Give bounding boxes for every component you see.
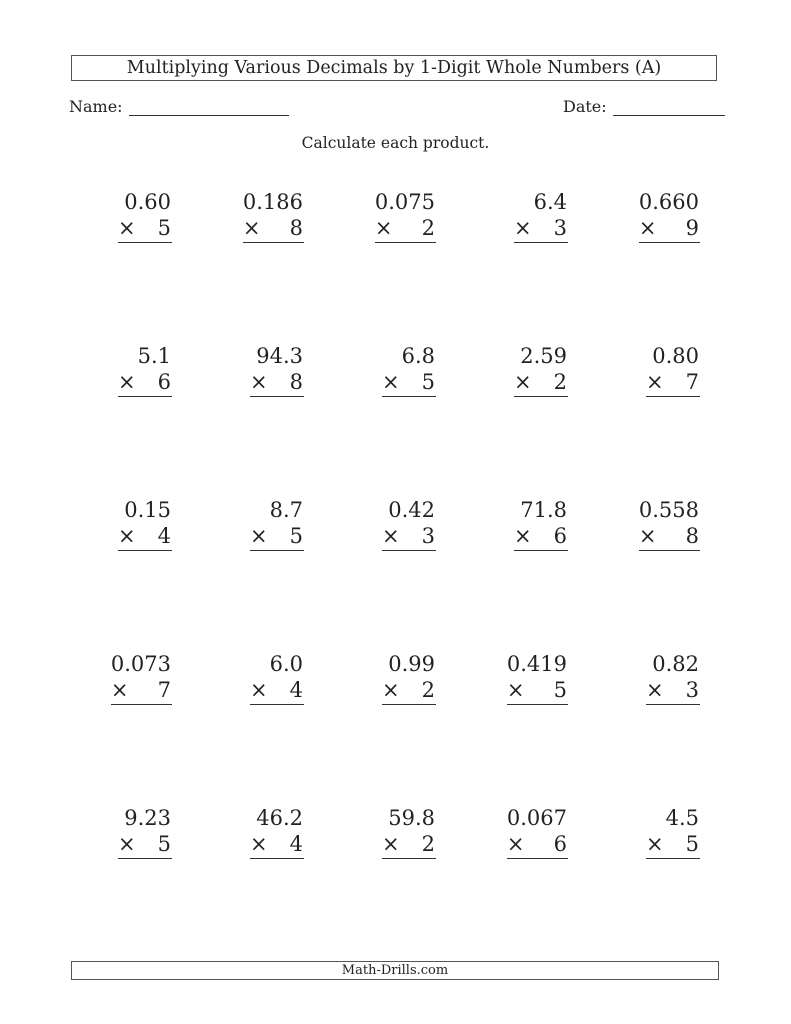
problem-stack [382, 497, 436, 551]
problem-stack [250, 343, 304, 397]
multiplier-row [646, 677, 700, 705]
multiplier: 7 [157, 678, 171, 702]
multiplicand: 0.419 [506, 652, 567, 676]
instructions: Calculate each product. [301, 134, 490, 152]
multiplier: 3 [421, 524, 435, 548]
problem-stack [382, 651, 436, 705]
times-sign: × [506, 678, 525, 702]
multiplier: 2 [421, 832, 435, 856]
problem-stack [507, 805, 568, 859]
multiplier-row [514, 215, 568, 243]
times-sign: × [646, 832, 664, 856]
times-sign: × [242, 216, 261, 240]
problem-23 [324, 801, 456, 955]
problem-17 [192, 647, 324, 801]
name-field [69, 97, 289, 116]
problem-stack [514, 343, 568, 397]
multiplier: 5 [553, 678, 567, 702]
multiplicand: 0.60 [124, 190, 171, 214]
multiplicand: 0.067 [506, 806, 567, 830]
times-sign: × [514, 370, 532, 394]
multiplier-row [118, 831, 172, 859]
multiplicand: 0.558 [638, 498, 699, 522]
multiplicand: 0.073 [110, 652, 171, 676]
multiplier: 6 [553, 524, 567, 548]
multiplier: 5 [685, 832, 699, 856]
date-label: Date: [563, 97, 607, 116]
problem-stack [111, 651, 172, 705]
times-sign: × [110, 678, 129, 702]
multiplier: 3 [553, 216, 567, 240]
multiplier-row [507, 831, 568, 859]
multiplicand: 0.80 [652, 344, 699, 368]
multiplicand: 6.0 [269, 652, 303, 676]
times-sign: × [382, 678, 400, 702]
problem-2 [192, 185, 324, 339]
times-sign: × [250, 832, 268, 856]
problem-16 [60, 647, 192, 801]
times-sign: × [514, 524, 532, 548]
problem-24 [456, 801, 588, 955]
multiplier-row [250, 523, 304, 551]
multiplicand: 0.075 [374, 190, 435, 214]
multiplier-row [243, 215, 304, 243]
multiplicand: 2.59 [520, 344, 567, 368]
multiplier: 4 [289, 678, 303, 702]
times-sign: × [118, 524, 136, 548]
multiplicand: 6.4 [533, 190, 567, 214]
problem-15 [588, 493, 720, 647]
problem-14 [456, 493, 588, 647]
problem-stack [646, 805, 700, 859]
multiplicand: 4.5 [665, 806, 699, 830]
multiplicand: 5.1 [137, 344, 171, 368]
multiplier-row [118, 215, 172, 243]
multiplicand: 94.3 [256, 344, 303, 368]
multiplier: 8 [289, 370, 303, 394]
times-sign: × [250, 524, 268, 548]
multiplier-row [118, 369, 172, 397]
problem-13 [324, 493, 456, 647]
multiplier-row [250, 369, 304, 397]
multiplier: 3 [685, 678, 699, 702]
problem-10 [588, 339, 720, 493]
multiplier-row [111, 677, 172, 705]
times-sign: × [118, 832, 136, 856]
problem-5 [588, 185, 720, 339]
times-sign: × [638, 216, 657, 240]
multiplicand: 0.660 [638, 190, 699, 214]
multiplier-row [514, 369, 568, 397]
multiplicand: 0.82 [652, 652, 699, 676]
multiplier: 2 [421, 678, 435, 702]
problem-stack [639, 497, 700, 551]
problem-stack [375, 189, 436, 243]
problem-stack [250, 805, 304, 859]
problem-6 [60, 339, 192, 493]
times-sign: × [514, 216, 532, 240]
problem-stack [250, 651, 304, 705]
worksheet-title: Multiplying Various Decimals by 1-Digit Whole Numbers (A) [71, 55, 717, 81]
multiplier-row [646, 369, 700, 397]
multiplier-row [382, 369, 436, 397]
problem-21 [60, 801, 192, 955]
name-line [129, 97, 289, 116]
multiplier: 2 [553, 370, 567, 394]
problem-stack [514, 497, 568, 551]
multiplier-row [639, 215, 700, 243]
problem-12 [192, 493, 324, 647]
multiplier-row [250, 831, 304, 859]
problem-grid [60, 185, 720, 955]
times-sign: × [250, 370, 268, 394]
multiplier: 6 [157, 370, 171, 394]
multiplier-row [382, 523, 436, 551]
problem-11 [60, 493, 192, 647]
problem-20 [588, 647, 720, 801]
times-sign: × [382, 832, 400, 856]
multiplier-row [514, 523, 568, 551]
problem-25 [588, 801, 720, 955]
multiplier: 5 [157, 216, 171, 240]
multiplier-row [250, 677, 304, 705]
multiplier: 9 [685, 216, 699, 240]
multiplicand: 0.186 [242, 190, 303, 214]
problem-stack [639, 189, 700, 243]
multiplier: 2 [421, 216, 435, 240]
times-sign: × [118, 216, 136, 240]
multiplier-row [382, 677, 436, 705]
problem-stack [118, 497, 172, 551]
multiplier: 4 [289, 832, 303, 856]
times-sign: × [646, 370, 664, 394]
date-field [563, 97, 725, 116]
times-sign: × [382, 524, 400, 548]
multiplier-row [382, 831, 436, 859]
multiplier-row [646, 831, 700, 859]
times-sign: × [646, 678, 664, 702]
problem-stack [250, 497, 304, 551]
multiplicand: 9.23 [124, 806, 171, 830]
multiplicand: 0.99 [388, 652, 435, 676]
problem-stack [646, 343, 700, 397]
footer-brand: Math-Drills.com [71, 961, 719, 980]
multiplier: 5 [289, 524, 303, 548]
problem-1 [60, 185, 192, 339]
times-sign: × [374, 216, 393, 240]
problem-3 [324, 185, 456, 339]
times-sign: × [118, 370, 136, 394]
multiplicand: 46.2 [256, 806, 303, 830]
problem-9 [456, 339, 588, 493]
multiplier-row [118, 523, 172, 551]
multiplier: 8 [289, 216, 303, 240]
multiplicand: 6.8 [401, 344, 435, 368]
problem-4 [456, 185, 588, 339]
multiplier: 7 [685, 370, 699, 394]
problem-stack [514, 189, 568, 243]
problem-19 [456, 647, 588, 801]
multiplier-row [507, 677, 568, 705]
problem-stack [507, 651, 568, 705]
problem-stack [243, 189, 304, 243]
times-sign: × [382, 370, 400, 394]
problem-8 [324, 339, 456, 493]
problem-7 [192, 339, 324, 493]
problem-stack [382, 805, 436, 859]
times-sign: × [638, 524, 657, 548]
multiplicand: 59.8 [388, 806, 435, 830]
problem-22 [192, 801, 324, 955]
multiplier: 5 [421, 370, 435, 394]
multiplier: 5 [157, 832, 171, 856]
multiplicand: 0.15 [124, 498, 171, 522]
problem-18 [324, 647, 456, 801]
multiplier-row [375, 215, 436, 243]
multiplier: 6 [553, 832, 567, 856]
times-sign: × [250, 678, 268, 702]
name-label: Name: [69, 97, 123, 116]
multiplier-row [639, 523, 700, 551]
multiplicand: 71.8 [520, 498, 567, 522]
problem-stack [382, 343, 436, 397]
date-line [613, 97, 725, 116]
problem-stack [118, 343, 172, 397]
multiplicand: 8.7 [269, 498, 303, 522]
problem-stack [118, 805, 172, 859]
times-sign: × [506, 832, 525, 856]
problem-stack [646, 651, 700, 705]
multiplicand: 0.42 [388, 498, 435, 522]
problem-stack [118, 189, 172, 243]
multiplier: 8 [685, 524, 699, 548]
multiplier: 4 [157, 524, 171, 548]
